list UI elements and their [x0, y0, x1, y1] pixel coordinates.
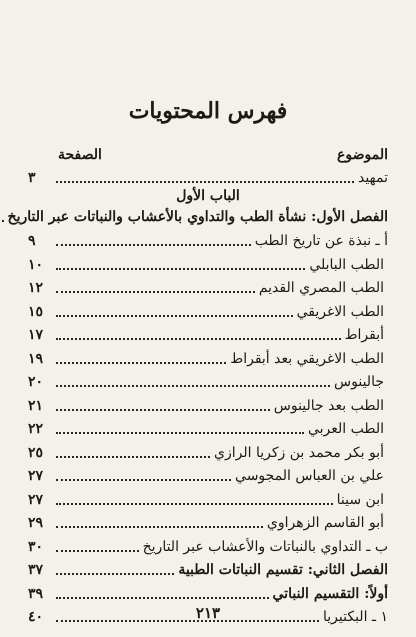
toc-entry-page: ٣	[28, 170, 36, 186]
toc-entry	[7, 205, 388, 227]
toc-entry	[28, 253, 388, 275]
dot-leader	[56, 503, 333, 505]
toc-entry-title: ١ ـ البكتيريا	[323, 609, 388, 625]
toc-entry	[28, 582, 388, 604]
toc-entry	[28, 558, 388, 580]
dot-leader	[56, 315, 293, 317]
toc-entry	[28, 535, 388, 557]
dot-leader	[56, 573, 174, 575]
dot-leader	[56, 550, 139, 552]
dot-leader	[56, 362, 226, 364]
dot-leader	[56, 479, 231, 481]
toc-entry-title: ابن سينا	[336, 492, 384, 508]
toc-entry	[28, 394, 388, 416]
dot-leader	[56, 338, 341, 340]
page-title: فهرس المحتويات	[128, 98, 288, 124]
dot-leader	[56, 181, 354, 183]
toc-entry-page: ٣٧	[28, 562, 44, 578]
toc-entry	[28, 166, 388, 188]
dot-leader	[56, 432, 304, 434]
dot-leader	[56, 385, 330, 387]
dot-leader	[56, 409, 270, 411]
toc-entry-page: ٣٩	[28, 586, 44, 602]
dot-leader	[56, 244, 251, 246]
toc-entry-page: ٢٢	[28, 421, 44, 437]
toc-entry-title: الفصل الثاني: تقسيم النباتات الطبية	[178, 562, 388, 578]
section-heading: الباب الأول	[176, 188, 240, 204]
toc-entry-title: الطب البابلي	[309, 257, 384, 273]
dot-leader	[56, 526, 263, 528]
toc-entry-page: ٢١	[28, 398, 44, 414]
toc-entry-title: الطب الاغريقي بعد أبقراط	[230, 351, 384, 367]
toc-entry-page: ٢٧	[28, 492, 44, 508]
toc-entry-title: أبو القاسم الزهراوي	[266, 515, 384, 531]
toc-entry	[28, 417, 388, 439]
toc-entry	[28, 323, 388, 345]
dot-leader	[56, 597, 269, 599]
toc-entry-page: ٣٠	[28, 539, 44, 555]
dot-leader	[56, 291, 255, 293]
dot-leader	[56, 456, 210, 458]
toc-entry-title: الفصل الأول: نشأة الطب والتداوي بالأعشاب والنباتات عبر التاريخ	[7, 209, 388, 225]
toc-entry-title: أ ـ نبذة عن تاريخ الطب	[254, 233, 388, 249]
toc-entry-page: ١٧	[28, 327, 44, 343]
toc-entry	[28, 488, 388, 510]
column-header-page: الصفحة	[58, 147, 102, 163]
toc-entry-title: ب ـ التداوي بالنباتات والأعشاب عبر التاريخ	[142, 539, 388, 555]
toc-entry-title: تمهيد	[357, 170, 388, 186]
toc-entry-page: ٢٩	[28, 515, 44, 531]
toc-entry	[28, 441, 388, 463]
toc-entry	[28, 300, 388, 322]
dot-leader	[56, 268, 305, 270]
toc-entry-title: أبو بكر محمد بن زكريا الرازي	[214, 445, 384, 461]
toc-entry-page: ١٥	[28, 304, 44, 320]
toc-entry-page: ٢٠	[28, 374, 44, 390]
column-header-subject: الموضوع	[337, 147, 388, 163]
toc-entry	[28, 464, 388, 486]
toc-entry	[28, 511, 388, 533]
toc-entry	[28, 229, 388, 251]
toc-entry-page: ١٠	[28, 257, 44, 273]
toc-entry-title: علي بن العباس المجوسي	[235, 468, 384, 484]
toc-entry-page: ٢٥	[28, 445, 44, 461]
toc-entry	[28, 347, 388, 369]
toc-entry-page: ٤٠	[28, 609, 44, 625]
dot-leader	[0, 220, 4, 222]
toc-entry-page: ٢٧	[28, 468, 44, 484]
toc-entry-page: ١٩	[28, 351, 44, 367]
toc-entry-page: ١٢	[28, 280, 44, 296]
toc-entry-title: الطب بعد جالينوس	[273, 398, 384, 414]
page-number: ٢١٣	[195, 604, 221, 622]
toc-entry	[28, 370, 388, 392]
toc-entry-page: ٩	[28, 233, 36, 249]
toc-entry-title: أولاً: التقسيم النباتي	[272, 586, 388, 602]
toc-entry-title: الطب العربي	[307, 421, 384, 437]
toc-entry-title: جالينوس	[334, 374, 384, 390]
toc-entry-title: أبقراط	[344, 327, 384, 343]
toc-entry	[28, 276, 388, 298]
toc-entry-title: الطب الاغريقي	[296, 304, 384, 320]
toc-entry-title: الطب المصري القديم	[258, 280, 384, 296]
